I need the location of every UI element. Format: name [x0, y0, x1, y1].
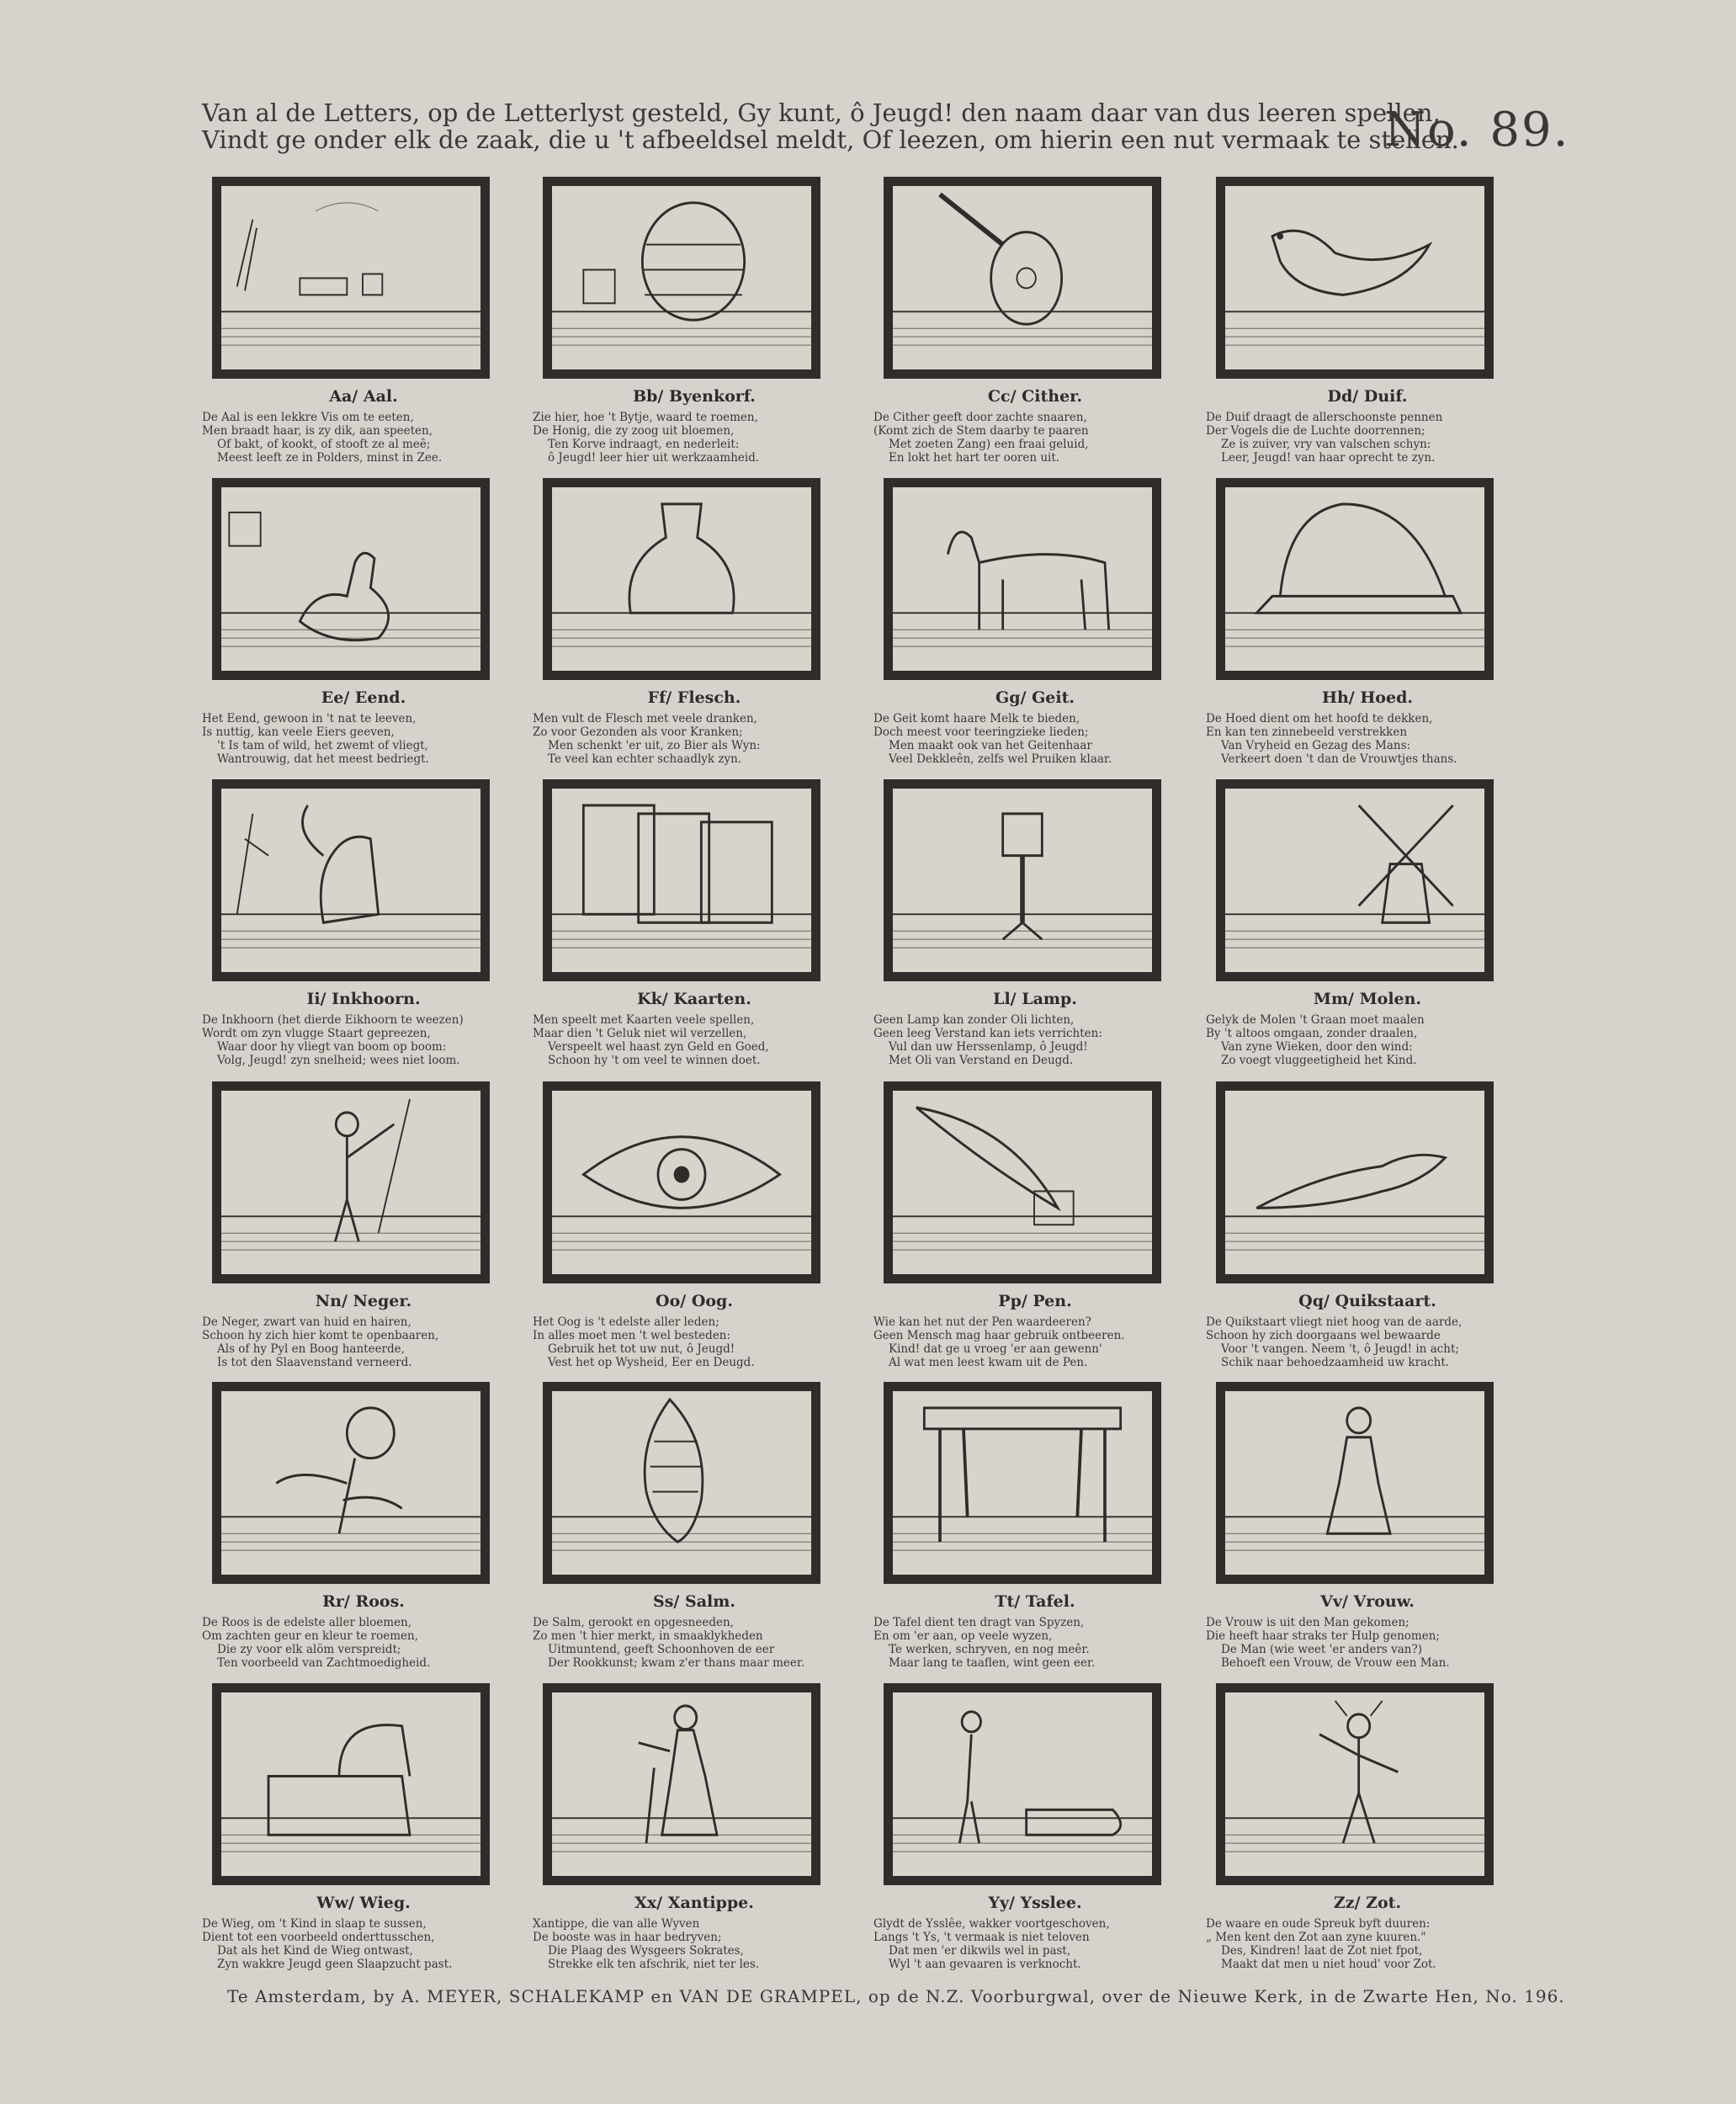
print-cell: [873, 1683, 1197, 1984]
print-caption: Tt/ Tafel.: [995, 1592, 1075, 1611]
print-caption: Ss/ Salm.: [653, 1592, 735, 1611]
print-caption: Dd/ Duif.: [1327, 387, 1408, 406]
print-caption: Yy/ Ysslee.: [988, 1894, 1082, 1912]
verse-line: Het Oog is 't edelste aller leden;: [533, 1315, 719, 1329]
print-cell: [202, 1081, 525, 1382]
verse-line: Verkeert doen 't dan de Vrouwtjes thans.: [1221, 752, 1457, 766]
print-verse: [873, 712, 1197, 766]
verse-line: Of bakt, of kookt, of stooft ze al meê;: [217, 438, 431, 451]
squirrel-icon: [212, 779, 490, 981]
verse-line: Geen leeg Verstand kan iets verrichten:: [873, 1027, 1102, 1040]
print-verse: [202, 1616, 525, 1670]
verse-line: Doch meest voor teeringzieke lieden;: [873, 725, 1089, 739]
windmill-icon: [1216, 779, 1494, 981]
verse-line: Zie hier, hoe 't Bytje, waard te roemen,: [533, 411, 758, 424]
print-caption: Rr/ Roos.: [322, 1592, 405, 1611]
print-verse: [1206, 411, 1529, 465]
print-caption: Ee/ Eend.: [321, 688, 406, 707]
print-cell: [202, 1683, 525, 1984]
print-caption: Hh/ Hoed.: [1322, 688, 1413, 707]
verse-line: Der Rookkunst; kwam z'er thans maar meer.: [548, 1656, 805, 1670]
verse-line: Die heeft haar straks ter Hulp genomen;: [1206, 1629, 1440, 1643]
bird-icon: [1216, 1081, 1494, 1283]
verse-line: Die zy voor elk alöm verspreidt;: [217, 1643, 401, 1656]
figure-with-spear-icon: [212, 1081, 490, 1283]
verse-line: ô Jeugd! leer hier uit werkzaamheid.: [548, 451, 760, 465]
print-verse: [202, 411, 525, 465]
verse-line: De Tafel dient ten dragt van Spyzen,: [873, 1616, 1085, 1629]
print-cell: [1206, 177, 1529, 477]
print-cell: [533, 779, 856, 1080]
print-verse: [1206, 1013, 1529, 1067]
verse-line: De Neger, zwart van huid en hairen,: [202, 1315, 411, 1329]
print-cell: [1206, 1382, 1529, 1682]
verse-line: Van Vryheid en Gezag des Mans:: [1221, 739, 1411, 752]
verse-line: Geen Lamp kan zonder Oli lichten,: [873, 1013, 1075, 1027]
verse-line: By 't altoos omgaan, zonder draalen,: [1206, 1027, 1418, 1040]
print-caption: Oo/ Oog.: [656, 1292, 733, 1310]
rose-icon: [212, 1382, 490, 1584]
verse-line: De Roos is de edelste aller bloemen,: [202, 1616, 412, 1629]
print-verse: [873, 1013, 1197, 1067]
print-caption: Vv/ Vrouw.: [1320, 1592, 1415, 1611]
verse-line: Men speelt met Kaarten veele spellen,: [533, 1013, 755, 1027]
print-cell: [873, 478, 1197, 778]
print-verse: [202, 1917, 525, 1971]
print-verse: [533, 1616, 856, 1670]
playing-cards-icon: [543, 779, 820, 981]
old-woman-icon: [543, 1683, 820, 1885]
print-verse: [873, 1616, 1197, 1670]
verse-line: Wantrouwig, dat het meest bedriegt.: [217, 752, 429, 766]
print-cell: [202, 177, 525, 477]
verse-line: Langs 't Ys, 't vermaak is niet teloven: [873, 1931, 1090, 1944]
verse-line: Schoon hy 't om veel te winnen doet.: [548, 1054, 761, 1067]
print-cell: [533, 1382, 856, 1682]
verse-line: En lokt het hart ter ooren uit.: [889, 451, 1060, 465]
verse-line: Maakt dat men u niet houd' voor Zot.: [1221, 1958, 1436, 1971]
verse-line: 't Is tam of wild, het zwemt of vliegt,: [217, 739, 428, 752]
verse-line: De Salm, gerookt en opgesneeden,: [533, 1616, 734, 1629]
verse-line: De Aal is een lekkre Vis om te eeten,: [202, 411, 414, 424]
print-caption: Bb/ Byenkorf.: [633, 387, 756, 406]
verse-line: Om zachten geur en kleur te roemen,: [202, 1629, 419, 1643]
verse-line: Maar lang te taaflen, wint geen eer.: [889, 1656, 1096, 1670]
verse-line: Men vult de Flesch met veele dranken,: [533, 712, 757, 725]
verse-line: Is nuttig, kan veele Eiers geeven,: [202, 725, 395, 739]
verse-line: Dat als het Kind de Wieg ontwast,: [217, 1944, 413, 1958]
print-cell: [1206, 478, 1529, 778]
table-icon: [884, 1382, 1161, 1584]
verse-line: Leer, Jeugd! van haar oprecht te zyn.: [1221, 451, 1436, 465]
sheet-number: No. 89.: [1384, 103, 1570, 157]
woman-icon: [1216, 1382, 1494, 1584]
verse-line: Ten Korve indraagt, en nederleit:: [548, 438, 740, 451]
print-verse: [533, 1315, 856, 1369]
verse-line: Die Plaag des Wysgeers Sokrates,: [548, 1944, 744, 1958]
lute-icon: [884, 177, 1161, 379]
verse-line: Te veel kan echter schaadlyk zyn.: [548, 752, 742, 766]
verse-line: Ten voorbeeld van Zachtmoedigheid.: [217, 1656, 431, 1670]
print-caption: Ww/ Wieg.: [316, 1894, 411, 1912]
verse-line: Maar dien 't Geluk niet wil verzellen,: [533, 1027, 747, 1040]
print-verse: [1206, 712, 1529, 766]
print-cell: [533, 1683, 856, 1984]
verse-line: Is tot den Slaavenstand verneerd.: [217, 1356, 412, 1369]
verse-line: Schoon hy zich doorgaans wel bewaarde: [1206, 1329, 1441, 1342]
print-caption: Aa/ Aal.: [329, 387, 398, 406]
verse-line: Van zyne Wieken, door den wind:: [1221, 1040, 1413, 1054]
verse-line: Der Vogels die de Luchte doorrennen;: [1206, 424, 1425, 438]
verse-line: Behoeft een Vrouw, de Vrouw een Man.: [1221, 1656, 1450, 1670]
verse-line: De Wieg, om 't Kind in slaap te sussen,: [202, 1917, 427, 1931]
print-caption: Ii/ Inkhoorn.: [306, 990, 421, 1008]
verse-line: Dat men 'er dikwils wel in past,: [889, 1944, 1071, 1958]
verse-line: Kind! dat ge u vroeg 'er aan gewenn': [889, 1342, 1102, 1356]
print-verse: [202, 1013, 525, 1067]
verse-line: Het Eend, gewoon in 't nat te leeven,: [202, 712, 417, 725]
verse-line: En om 'er aan, op veele wyzen,: [873, 1629, 1053, 1643]
hat-icon: [1216, 478, 1494, 680]
print-verse: [873, 1917, 1197, 1971]
print-verse: [202, 1315, 525, 1369]
quill-pen-icon: [884, 1081, 1161, 1283]
header-verse: [202, 98, 1459, 154]
verse-line: „ Men kent den Zot aan zyne kuuren.": [1206, 1931, 1426, 1944]
verse-line: De booste was in haar bedryven;: [533, 1931, 722, 1944]
verse-line: Volg, Jeugd! zyn snelheid; wees niet loom.: [217, 1054, 460, 1067]
verse-line: Des, Kindren! laat de Zot niet fpot,: [1221, 1944, 1423, 1958]
verse-line: En kan ten zinnebeeld verstrekken: [1206, 725, 1408, 739]
verse-line: Men schenkt 'er uit, zo Bier als Wyn:: [548, 739, 761, 752]
print-verse: [533, 411, 856, 465]
print-verse: [873, 1315, 1197, 1369]
print-cell: [533, 177, 856, 477]
verse-line: Zo voegt vluggeetigheid het Kind.: [1221, 1054, 1417, 1067]
verse-line: Waar door hy vliegt van boom op boom:: [217, 1040, 447, 1054]
print-cell: [533, 1081, 856, 1382]
print-cell: [873, 779, 1197, 1080]
verse-line: Met zoeten Zang) een fraai geluid,: [889, 438, 1089, 451]
goat-icon: [884, 478, 1161, 680]
verse-line: Gebruik het tot uw nut, ô Jeugd!: [548, 1342, 735, 1356]
verse-line: Vul dan uw Herssenlamp, ô Jeugd!: [889, 1040, 1088, 1054]
verse-line: Gelyk de Molen 't Graan moet maalen: [1206, 1013, 1425, 1027]
beehive-icon: [543, 177, 820, 379]
print-cell: [873, 177, 1197, 477]
verse-line: De Duif draagt de allerschoonste pennen: [1206, 411, 1443, 424]
verse-line: Voor 't vangen. Neem 't, ô Jeugd! in acht;: [1221, 1342, 1459, 1356]
print-caption: Gg/ Geit.: [995, 688, 1075, 707]
print-caption: Ll/ Lamp.: [993, 990, 1077, 1008]
verse-line: Verspeelt wel haast zyn Geld en Goed,: [548, 1040, 769, 1054]
verse-line: Zo men 't hier merkt, in smaaklykheden: [533, 1629, 763, 1643]
verse-line: Men braadt haar, is zy dik, aan speeten,: [202, 424, 433, 438]
verse-line: Veel Dekkleên, zelfs wel Pruiken klaar.: [889, 752, 1112, 766]
print-caption: Zz/ Zot.: [1333, 1894, 1402, 1912]
print-cell: [202, 779, 525, 1080]
verse-line: Xantippe, die van alle Wyven: [533, 1917, 700, 1931]
verse-line: Wie kan het nut der Pen waardeeren?: [873, 1315, 1091, 1329]
verse-line: Uitmuntend, geeft Schoonhoven de eer: [548, 1643, 775, 1656]
verse-line: Wordt om zyn vlugge Staart gepreezen,: [202, 1027, 431, 1040]
duck-icon: [212, 478, 490, 680]
verse-line: De Inkhoorn (het dierde Eikhoorn te weezen): [202, 1013, 464, 1027]
print-cell: [873, 1081, 1197, 1382]
print-verse: [873, 411, 1197, 465]
verse-line: Al wat men leest kwam uit de Pen.: [889, 1356, 1088, 1369]
print-caption: Nn/ Neger.: [315, 1292, 412, 1310]
header-line-1: Van al de Letters, op de Letterlyst gesteld, Gy kunt, ô Jeugd! den naam daar van dus leeren spellen,: [202, 98, 1441, 127]
print-verse: [533, 1917, 856, 1971]
verse-line: De waare en oude Spreuk byft duuren:: [1206, 1917, 1431, 1931]
verse-line: Met Oli van Verstand en Deugd.: [889, 1054, 1074, 1067]
verse-line: De Cither geeft door zachte snaaren,: [873, 411, 1087, 424]
verse-line: Glydt de Ysslêe, wakker voortgeschoven,: [873, 1917, 1110, 1931]
verse-line: De Vrouw is uit den Man gekomen;: [1206, 1616, 1410, 1629]
print-verse: [202, 712, 525, 766]
verse-line: De Geit komt haare Melk te bieden,: [873, 712, 1080, 725]
print-caption: Kk/ Kaarten.: [637, 990, 751, 1008]
print-cell: [1206, 779, 1529, 1080]
verse-line: De Hoed dient om het hoofd te dekken,: [1206, 712, 1433, 725]
verse-line: Men maakt ook van het Geitenhaar: [889, 739, 1092, 752]
verse-line: Dient tot een voorbeeld onderttusschen,: [202, 1931, 435, 1944]
print-caption: Xx/ Xantippe.: [634, 1894, 754, 1912]
cradle-icon: [212, 1683, 490, 1885]
print-cell: [202, 478, 525, 778]
dove-icon: [1216, 177, 1494, 379]
verse-line: Schik naar behoedzaamheid uw kracht.: [1221, 1356, 1450, 1369]
verse-line: (Komt zich de Stem daarby te paaren: [873, 424, 1089, 438]
eye-icon: [543, 1081, 820, 1283]
print-verse: [1206, 1315, 1529, 1369]
verse-line: Strekke elk ten afschrik, niet ter les.: [548, 1958, 760, 1971]
print-cell: [533, 478, 856, 778]
verse-line: Wyl 't aan gevaaren is verknocht.: [889, 1958, 1081, 1971]
print-caption: Mm/ Molen.: [1313, 990, 1422, 1008]
landscape-icon: [212, 177, 490, 379]
print-verse: [1206, 1616, 1529, 1670]
print-cell: [202, 1382, 525, 1682]
fish-icon: [543, 1382, 820, 1584]
print-verse: [533, 712, 856, 766]
print-caption: Qq/ Quikstaart.: [1298, 1292, 1436, 1310]
print-caption: Pp/ Pen.: [998, 1292, 1072, 1310]
verse-line: Als of hy Pyl en Boog hanteerde,: [217, 1342, 405, 1356]
print-verse: [1206, 1917, 1529, 1971]
header-line-2: Vindt ge onder elk de zaak, die u 't afbeeldsel meldt, Of leezen, om hierin een nut vermaak te stellen.: [202, 125, 1459, 154]
verse-line: In alles moet men 't wel besteden:: [533, 1329, 731, 1342]
verse-line: Zyn wakkre Jeugd geen Slaapzucht past.: [217, 1958, 453, 1971]
lamp-icon: [884, 779, 1161, 981]
verse-line: Zo voor Gezonden als voor Kranken;: [533, 725, 743, 739]
verse-line: De Honig, die zy zoog uit bloemen,: [533, 424, 735, 438]
verse-line: De Man (wie weet 'er anders van?): [1221, 1643, 1422, 1656]
verse-line: Te werken, schryven, en nog meêr.: [889, 1643, 1090, 1656]
print-caption: Cc/ Cither.: [987, 387, 1083, 406]
publisher-imprint: Te Amsterdam, by A. MEYER, SCHALEKAMP en VAN DE GRAMPEL, op de N.Z. Voorburgwal, over de Nieuwe Kerk, in de Zwarte Hen, No. 196.: [227, 1986, 1565, 2006]
verse-line: De Quikstaart vliegt niet hoog van de aarde,: [1206, 1315, 1463, 1329]
verse-line: Ze is zuiver, vry van valschen schyn:: [1221, 438, 1431, 451]
print-verse: [533, 1013, 856, 1067]
verse-line: Geen Mensch mag haar gebruik ontbeeren.: [873, 1329, 1125, 1342]
print-caption: Ff/ Flesch.: [647, 688, 741, 707]
verse-line: Meest leeft ze in Polders, minst in Zee.: [217, 451, 443, 465]
print-cell: [1206, 1683, 1529, 1984]
print-cell: [873, 1382, 1197, 1682]
skaters-icon: [884, 1683, 1161, 1885]
print-cell: [1206, 1081, 1529, 1382]
verse-line: Vest het op Wysheid, Eer en Deugd.: [548, 1356, 755, 1369]
jester-icon: [1216, 1683, 1494, 1885]
bottle-icon: [543, 478, 820, 680]
verse-line: Schoon hy zich hier komt te openbaaren,: [202, 1329, 439, 1342]
